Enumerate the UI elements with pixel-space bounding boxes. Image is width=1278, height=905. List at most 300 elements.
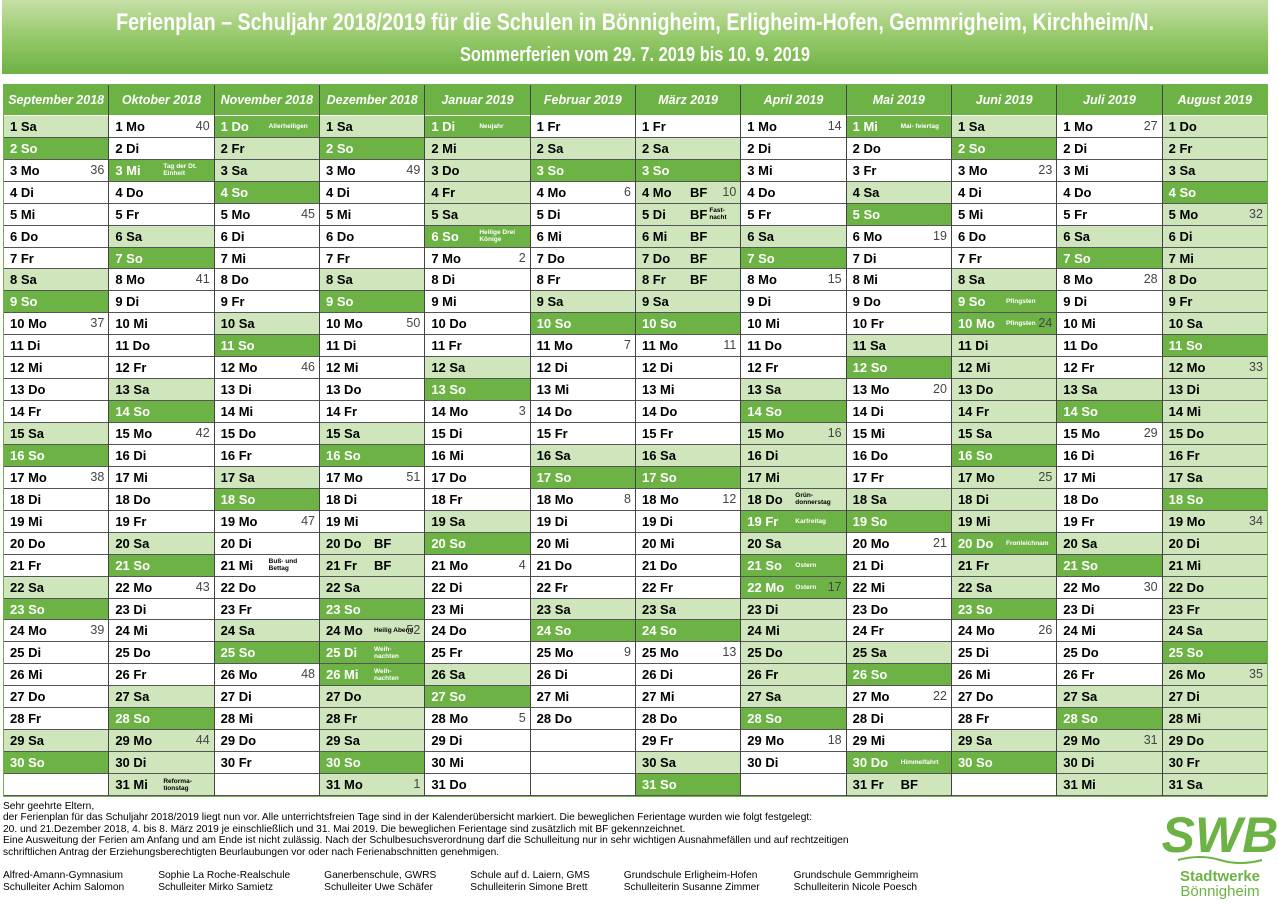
day-cell	[320, 642, 424, 664]
day-cell	[425, 620, 529, 642]
day-label: 21 Mi	[1168, 557, 1202, 573]
school-entry	[324, 870, 436, 895]
day-label: 28 Do	[641, 711, 678, 727]
day-label: 20 Mi	[536, 535, 570, 551]
day-cell	[1057, 357, 1161, 379]
day-cell	[952, 116, 1056, 138]
day-cell	[320, 248, 424, 270]
day-label: 14 Fr	[325, 404, 358, 420]
holiday-name: Neujahr	[479, 122, 504, 130]
day-label: 21 Fr	[957, 557, 990, 573]
day-cell	[1163, 182, 1267, 204]
day-label: 30 Sa	[641, 755, 676, 771]
day-cell	[531, 357, 635, 379]
day-cell	[741, 357, 845, 379]
week-number: 50	[406, 316, 421, 331]
day-cell	[1057, 248, 1161, 270]
day-label: 9 Do	[852, 294, 881, 310]
footer-line: der Ferienplan für das Schuljahr 2018/2019 liegt nun vor. Alle unterrichtsfreien Tage sind in der Kalenderübersicht markiert. Die beweglichen Ferientage wurden wie folgt festgelegt:	[3, 812, 813, 824]
empty-cell	[215, 774, 319, 796]
day-label: 31 Fr	[852, 777, 884, 792]
month-column	[215, 85, 320, 796]
day-cell	[952, 423, 1056, 445]
day-label: 26 Di	[536, 667, 568, 683]
day-label: 30 Fr	[220, 755, 252, 771]
week-number: 16	[827, 426, 842, 441]
day-label: 27 So	[431, 689, 466, 705]
day-cell	[109, 226, 213, 248]
school-name: Grundschule Gemmrigheim	[793, 870, 919, 881]
day-cell	[741, 423, 845, 445]
day-label: 13 Di	[1168, 382, 1200, 398]
day-label: 29 Mo	[747, 733, 785, 749]
day-cell	[215, 291, 319, 313]
day-cell	[636, 379, 740, 401]
day-label: 6 Mi	[641, 228, 668, 244]
day-label: 16 Fr	[220, 447, 252, 463]
day-cell	[1163, 664, 1267, 686]
day-label: 24 Do	[431, 623, 467, 639]
week-number: 27	[1143, 118, 1158, 133]
week-number: 34	[1249, 513, 1263, 528]
day-label: 8 Sa	[325, 272, 353, 288]
day-cell	[1057, 182, 1161, 204]
day-cell	[320, 401, 424, 423]
day-label: 1 Fr	[536, 118, 561, 134]
day-label: 27 Di	[1168, 689, 1200, 705]
day-cell	[531, 555, 635, 577]
school-name: Sophie La Roche-Realschule	[158, 870, 291, 881]
day-cell	[952, 708, 1056, 730]
day-label: 5 Fr	[747, 206, 772, 222]
day-cell	[741, 269, 845, 291]
day-cell	[109, 357, 213, 379]
day-cell	[636, 489, 740, 511]
day-label: 23 Do	[852, 601, 889, 617]
day-label: 30 Do	[852, 755, 889, 771]
day-cell	[531, 423, 635, 445]
day-label: 16 Di	[115, 447, 147, 463]
page-title: Ferienplan – Schuljahr 2018/2019 für die Schulen in Bönnigheim, Erligheim-Hofen, Gemmrigheim, Kirchheim/N.	[116, 9, 1154, 36]
day-label: 17 Mi	[747, 469, 780, 485]
week-number: 9	[624, 645, 631, 660]
day-label: 19 Di	[536, 513, 568, 529]
day-cell	[741, 335, 845, 357]
school-entry	[3, 870, 124, 895]
month-header: März 2019	[636, 85, 740, 116]
holiday-name: Weih- nachten	[373, 667, 399, 682]
day-label: 22 Do	[1168, 579, 1205, 595]
week-number: 46	[301, 360, 315, 375]
day-cell	[4, 204, 108, 226]
day-cell	[636, 730, 740, 752]
day-cell	[320, 335, 424, 357]
holiday-name: Ostern	[795, 561, 817, 569]
day-cell	[320, 423, 424, 445]
day-label: 18 Do	[747, 491, 783, 507]
week-number: 24	[1038, 316, 1053, 331]
day-label: 13 Sa	[747, 382, 782, 398]
day-label: 14 So	[115, 404, 151, 420]
day-cell	[1057, 620, 1161, 642]
day-cell	[636, 467, 740, 489]
day-cell	[4, 664, 108, 686]
day-cell	[4, 401, 108, 423]
day-label: 26 Di	[641, 667, 674, 683]
day-label: 6 Sa	[747, 228, 775, 244]
swb-logo-icon	[1161, 800, 1278, 900]
week-number: 48	[301, 667, 315, 682]
week-number: 2	[518, 250, 526, 265]
day-label: 20 Mo	[852, 535, 890, 551]
day-cell	[109, 313, 213, 335]
day-cell	[109, 620, 213, 642]
day-label: 23 So	[325, 601, 361, 617]
day-cell	[636, 774, 740, 796]
day-label: 19 Fr	[1063, 513, 1095, 529]
day-label: 23 So	[957, 601, 993, 617]
day-label: 18 So	[1168, 491, 1204, 507]
day-cell	[741, 577, 845, 599]
day-cell	[1163, 708, 1267, 730]
month-column	[636, 85, 741, 796]
day-cell	[847, 138, 951, 160]
day-label: 25 So	[220, 645, 256, 661]
day-label: 5 Mo	[1168, 206, 1199, 222]
day-cell	[1057, 577, 1161, 599]
week-number: 28	[1143, 272, 1158, 287]
day-label: 16 So	[325, 447, 361, 463]
day-cell	[847, 401, 951, 423]
day-cell	[215, 423, 319, 445]
week-number: 14	[827, 118, 842, 133]
week-number: 15	[827, 272, 842, 287]
day-label: 24 Mo	[10, 623, 47, 639]
day-label: 29 Mo	[1063, 733, 1101, 749]
day-label: 17 Sa	[1168, 469, 1203, 485]
day-cell	[215, 511, 319, 533]
day-label: 25 Do	[115, 645, 151, 661]
day-cell	[1057, 774, 1161, 796]
day-label: 3 Sa	[1168, 162, 1196, 178]
day-label: 30 Di	[747, 755, 779, 771]
day-label: 21 Fr	[325, 557, 358, 573]
day-cell	[1163, 291, 1267, 313]
day-label: 1 Mo	[747, 118, 777, 134]
day-cell	[636, 533, 740, 555]
day-label: 24 Fr	[852, 623, 884, 639]
day-cell	[425, 160, 529, 182]
day-label: 25 Di	[10, 645, 42, 661]
day-cell	[425, 489, 529, 511]
day-cell	[1163, 379, 1267, 401]
footer-notice	[3, 801, 943, 858]
day-cell	[741, 445, 845, 467]
month-column	[741, 85, 846, 796]
week-number: 19	[933, 228, 947, 243]
day-label: 14 Do	[641, 404, 678, 420]
day-cell	[847, 291, 951, 313]
day-cell	[215, 752, 319, 774]
day-cell	[425, 291, 529, 313]
day-label: 3 Mo	[325, 162, 356, 178]
month-column	[320, 85, 425, 796]
day-label: 22 Mo	[747, 579, 785, 595]
day-cell	[636, 116, 740, 138]
day-cell	[1057, 423, 1161, 445]
day-cell	[4, 182, 108, 204]
day-label: 30 So	[325, 755, 361, 771]
day-cell	[109, 116, 213, 138]
day-label: 18 Sa	[852, 491, 887, 507]
day-cell	[847, 752, 951, 774]
day-cell	[1163, 335, 1267, 357]
day-label: 8 Fr	[641, 272, 666, 288]
day-cell	[109, 730, 213, 752]
day-cell	[1057, 116, 1161, 138]
movable-holiday-marker: BF	[900, 777, 918, 792]
day-cell	[425, 752, 529, 774]
day-cell	[952, 664, 1056, 686]
day-label: 7 Mo	[431, 250, 461, 266]
day-cell	[952, 642, 1056, 664]
day-cell	[952, 357, 1056, 379]
day-cell	[109, 204, 213, 226]
day-label: 15 Mo	[1063, 426, 1101, 441]
day-label: 11 Di	[957, 338, 989, 354]
day-cell	[1057, 401, 1161, 423]
day-label: 22 Di	[431, 579, 463, 595]
day-label: 25 Sa	[852, 645, 887, 661]
week-number: 8	[624, 491, 631, 506]
day-label: 10 So	[641, 316, 677, 332]
day-label: 1 Mo	[1063, 118, 1093, 134]
day-label: 29 Mo	[115, 733, 153, 749]
day-cell	[320, 730, 424, 752]
day-label: 29 Fr	[641, 733, 674, 749]
day-label: 17 So	[536, 469, 572, 485]
day-cell	[531, 686, 635, 708]
day-cell	[215, 226, 319, 248]
day-label: 9 Di	[1063, 294, 1088, 310]
day-cell	[425, 226, 529, 248]
empty-cell	[4, 774, 108, 796]
day-label: 5 Di	[641, 206, 666, 222]
holiday-name: Himmelfahrt	[900, 759, 939, 767]
day-cell	[847, 379, 951, 401]
day-cell	[952, 379, 1056, 401]
day-label: 12 Mo	[1168, 360, 1206, 376]
day-cell	[1163, 313, 1267, 335]
day-cell	[1057, 489, 1161, 511]
day-label: 5 Di	[536, 206, 561, 222]
day-cell	[1057, 379, 1161, 401]
day-label: 23 Di	[115, 601, 147, 617]
holiday-name: Karfreitag	[795, 517, 827, 525]
day-label: 4 Do	[1063, 184, 1092, 200]
day-cell	[215, 138, 319, 160]
holiday-name: Mai- feiertag	[900, 122, 939, 130]
day-cell	[847, 511, 951, 533]
day-cell	[425, 248, 529, 270]
day-cell	[1163, 752, 1267, 774]
day-cell	[847, 226, 951, 248]
day-label: 9 Di	[115, 294, 140, 310]
day-cell	[1057, 226, 1161, 248]
day-label: 28 Do	[536, 711, 573, 727]
day-cell	[4, 489, 108, 511]
movable-holiday-marker: BF	[373, 557, 392, 573]
day-cell	[636, 708, 740, 730]
day-label: 5 Fr	[1063, 206, 1088, 222]
day-label: 9 So	[325, 294, 354, 310]
day-cell	[741, 642, 845, 664]
week-number: 20	[933, 382, 947, 397]
day-cell	[847, 445, 951, 467]
empty-cell	[531, 730, 635, 752]
day-label: 16 Fr	[1168, 447, 1200, 463]
day-cell	[741, 555, 845, 577]
day-label: 8 Di	[431, 272, 456, 288]
day-label: 16 Di	[1063, 447, 1095, 463]
day-cell	[952, 182, 1056, 204]
day-label: 10 Mi	[115, 316, 148, 332]
day-label: 28 Fr	[957, 711, 990, 727]
day-label: 21 Do	[536, 557, 573, 573]
month-header: September 2018	[4, 85, 108, 116]
day-label: 21 So	[1063, 557, 1098, 573]
day-cell	[952, 752, 1056, 774]
day-label: 14 Fr	[10, 404, 42, 420]
day-cell	[741, 248, 845, 270]
day-cell	[636, 160, 740, 182]
day-label: 26 So	[852, 667, 888, 683]
day-label: 22 Sa	[325, 579, 360, 595]
day-cell	[109, 160, 213, 182]
day-cell	[847, 730, 951, 752]
day-label: 24 Mo	[325, 623, 363, 639]
day-label: 14 Mo	[431, 404, 469, 420]
day-cell	[1163, 160, 1267, 182]
day-cell	[215, 357, 319, 379]
day-cell	[636, 577, 740, 599]
day-label: 13 So	[431, 382, 466, 398]
week-number: 21	[933, 535, 947, 550]
week-number: 40	[195, 118, 210, 133]
day-cell	[636, 269, 740, 291]
day-cell	[531, 620, 635, 642]
day-cell	[320, 620, 424, 642]
day-cell	[215, 555, 319, 577]
day-cell	[425, 138, 529, 160]
day-cell	[215, 730, 319, 752]
day-label: 27 Mi	[536, 689, 570, 705]
day-cell	[215, 313, 319, 335]
week-number: 4	[518, 557, 526, 572]
day-label: 8 Sa	[10, 272, 37, 288]
week-number: 51	[406, 469, 421, 484]
day-label: 7 Mi	[220, 250, 246, 266]
day-label: 27 Mi	[641, 689, 675, 705]
day-label: 15 Mo	[747, 426, 785, 441]
day-label: 14 So	[1063, 404, 1098, 420]
page-subtitle: Sommerferien vom 29. 7. 2019 bis 10. 9. 2019	[459, 44, 811, 66]
day-cell	[636, 335, 740, 357]
day-cell	[952, 445, 1056, 467]
day-label: 12 Mo	[220, 360, 258, 376]
day-label: 3 Mo	[10, 162, 40, 178]
holiday-name: Heilige Drei Könige	[479, 229, 516, 244]
day-cell	[636, 291, 740, 313]
week-number: 38	[90, 469, 105, 484]
day-label: 12 So	[852, 360, 888, 376]
day-label: 28 Mi	[220, 711, 254, 727]
day-cell	[320, 313, 424, 335]
day-label: 12 Mi	[10, 360, 43, 376]
day-cell	[636, 138, 740, 160]
empty-cell	[531, 774, 635, 796]
day-cell	[952, 730, 1056, 752]
day-label: 11 Fr	[431, 338, 462, 354]
day-label: 16 So	[957, 447, 993, 463]
day-label: 6 Mo	[852, 228, 883, 244]
school-entry	[794, 870, 919, 895]
month-column	[847, 85, 952, 796]
month-column	[425, 85, 530, 796]
day-label: 30 Mi	[431, 755, 464, 771]
day-cell	[847, 577, 951, 599]
day-label: 29 Do	[220, 733, 257, 749]
day-label: 27 Do	[325, 689, 362, 705]
day-label: 3 So	[641, 162, 670, 178]
day-label: 26 Mo	[220, 667, 258, 683]
day-label: 8 Mo	[1063, 272, 1093, 288]
day-cell	[952, 138, 1056, 160]
school-head: Schulleiterin Nicole Poesch	[793, 882, 918, 894]
day-cell	[1057, 313, 1161, 335]
day-label: 26 Mo	[1168, 667, 1206, 683]
day-label: 19 Fr	[747, 513, 779, 529]
day-label: 28 So	[1063, 711, 1098, 727]
week-number: 49	[406, 162, 421, 177]
week-number: 45	[301, 206, 315, 221]
day-cell	[4, 511, 108, 533]
day-cell	[109, 335, 213, 357]
day-cell	[215, 599, 319, 621]
day-label: 11 Sa	[852, 338, 886, 354]
day-label: 28 Mi	[1168, 711, 1202, 727]
week-number: 44	[195, 733, 210, 748]
day-label: 2 So	[325, 140, 354, 156]
day-label: 4 Mo	[536, 184, 567, 200]
day-cell	[4, 730, 108, 752]
day-cell	[1057, 160, 1161, 182]
day-cell	[1057, 269, 1161, 291]
day-label: 13 Di	[220, 382, 252, 398]
week-number: 42	[195, 426, 210, 441]
day-label: 20 Do	[10, 535, 46, 551]
day-label: 7 Mi	[1168, 250, 1194, 266]
footer-line: 20. und 21.Dezember 2018, 4. bis 8. März 2019 je einschließlich und 31. Mai 2019. Die beweglichen Ferientage sind zusätzlich mit BF gekennzeichnet.	[3, 823, 686, 835]
day-label: 28 So	[747, 711, 782, 727]
week-number: 52	[406, 623, 421, 638]
day-cell	[741, 291, 845, 313]
day-label: 10 Mo	[957, 316, 995, 332]
day-cell	[531, 379, 635, 401]
day-cell	[636, 445, 740, 467]
day-cell	[741, 138, 845, 160]
day-label: 9 Di	[747, 294, 772, 310]
